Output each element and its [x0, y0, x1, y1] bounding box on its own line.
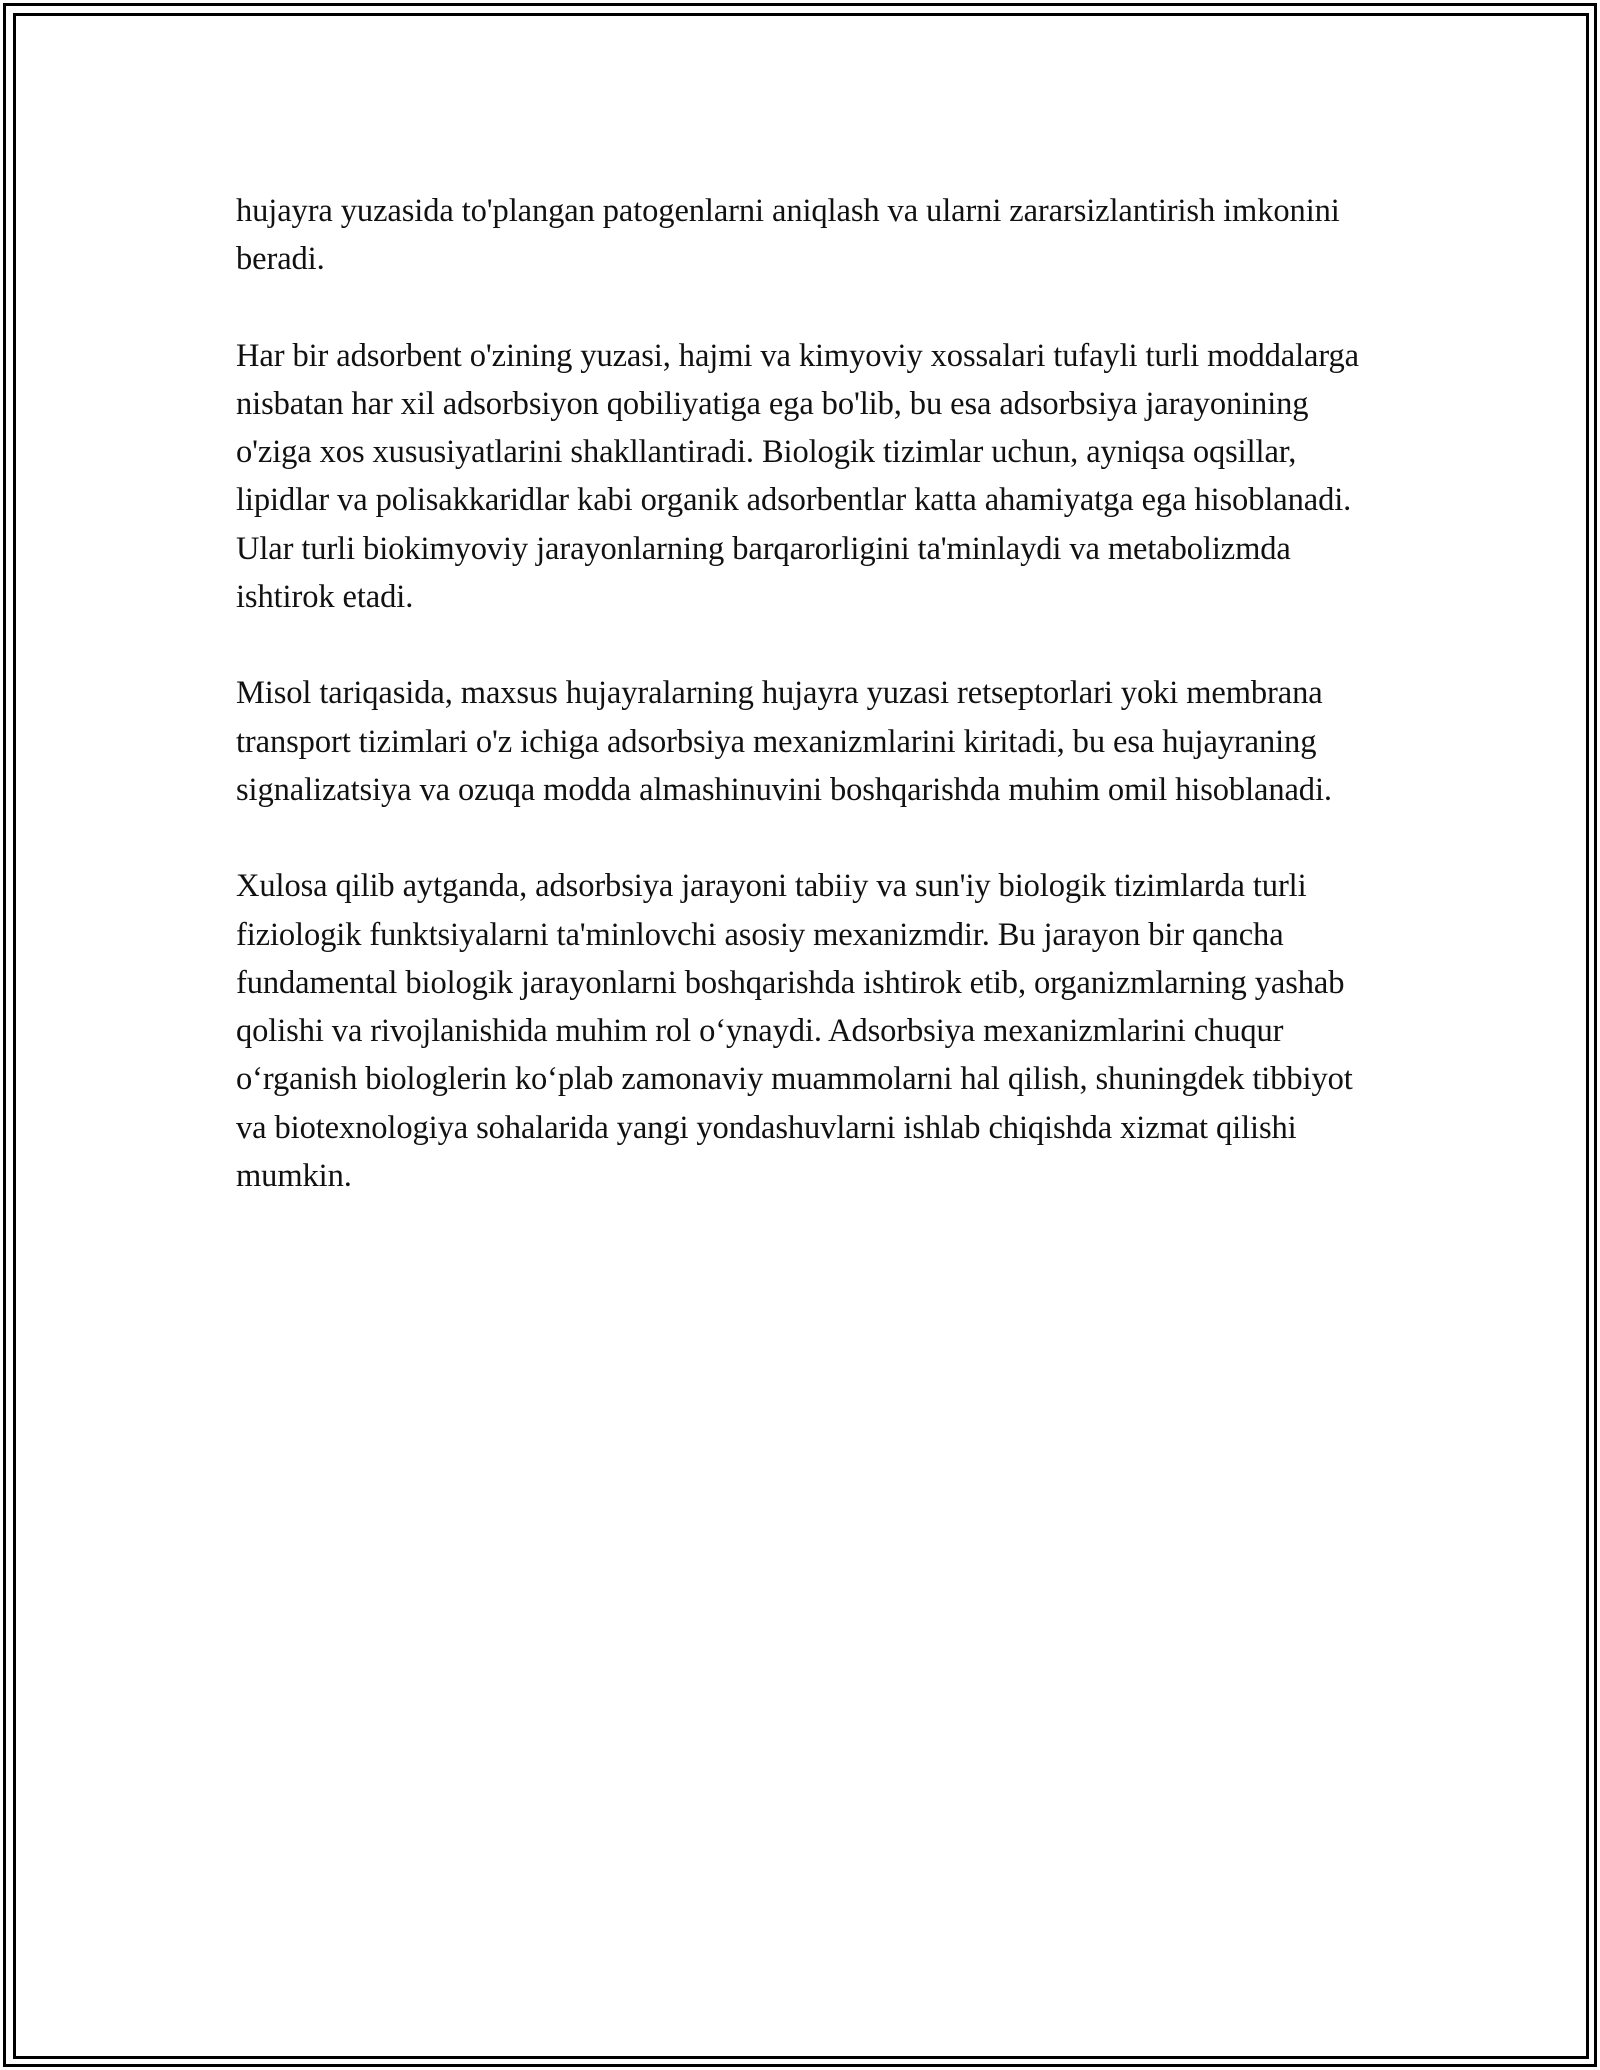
paragraph-conclusion: Xulosa qilib aytganda, adsorbsiya jarayoni tabiiy va sun'iy biologik tizimlarda turli fiziologik funktsiyalarni ta'minlovchi asosiy mexanizmdir. Bu jarayon bir qancha fundamental biologik jarayonlarni boshqarishda ishtirok etib, organizmlarning yashab qolishi va rivojlanishida muhim rol o‘ynaydi. Adsorbsiya mexanizmlarini chuqur o‘rganish biologlerin ko‘plab zamonaviy muammolarni hal qilish, shuningdek tibbiyot va biotexnologiya sohalarida yangi yondashuvlarni ishlab chiqishda xizmat qilishi mumkin.: [236, 868, 1353, 1195]
document-body: [236, 187, 1366, 1248]
paragraph-pathogen-continuation: hujayra yuzasida to'plangan patogenlarni aniqlash va ularni zararsizlantirish imkonini beradi.: [236, 193, 1340, 278]
paragraph-adsorbent-properties: Har bir adsorbent o'zining yuzasi, hajmi va kimyoviy xossalari tufayli turli moddalarga nisbatan har xil adsorbsiyon qobiliyatiga ega bo'lib, bu esa adsorbsiya jarayonining o'ziga xos xususiyatlarini shakllantiradi. Biologik tizimlar uchun, ayniqsa oqsillar, lipidlar va polisakkaridlar kabi organik adsorbentlar katta ahamiyatga ega hisoblanadi. Ular turli biokimyoviy jarayonlarning barqarorligini ta'minlaydi va metabolizmda ishtirok etadi.: [236, 337, 1359, 616]
paragraph-cell-receptors-example: Misol tariqasida, maxsus hujayralarning hujayra yuzasi retseptorlari yoki membrana transport tizimlari o'z ichiga adsorbsiya mexanizmlarini kiritadi, bu esa hujayraning signalizatsiya va ozuqa modda almashinuvini boshqarishda muhim omil hisoblanadi.: [236, 675, 1332, 808]
